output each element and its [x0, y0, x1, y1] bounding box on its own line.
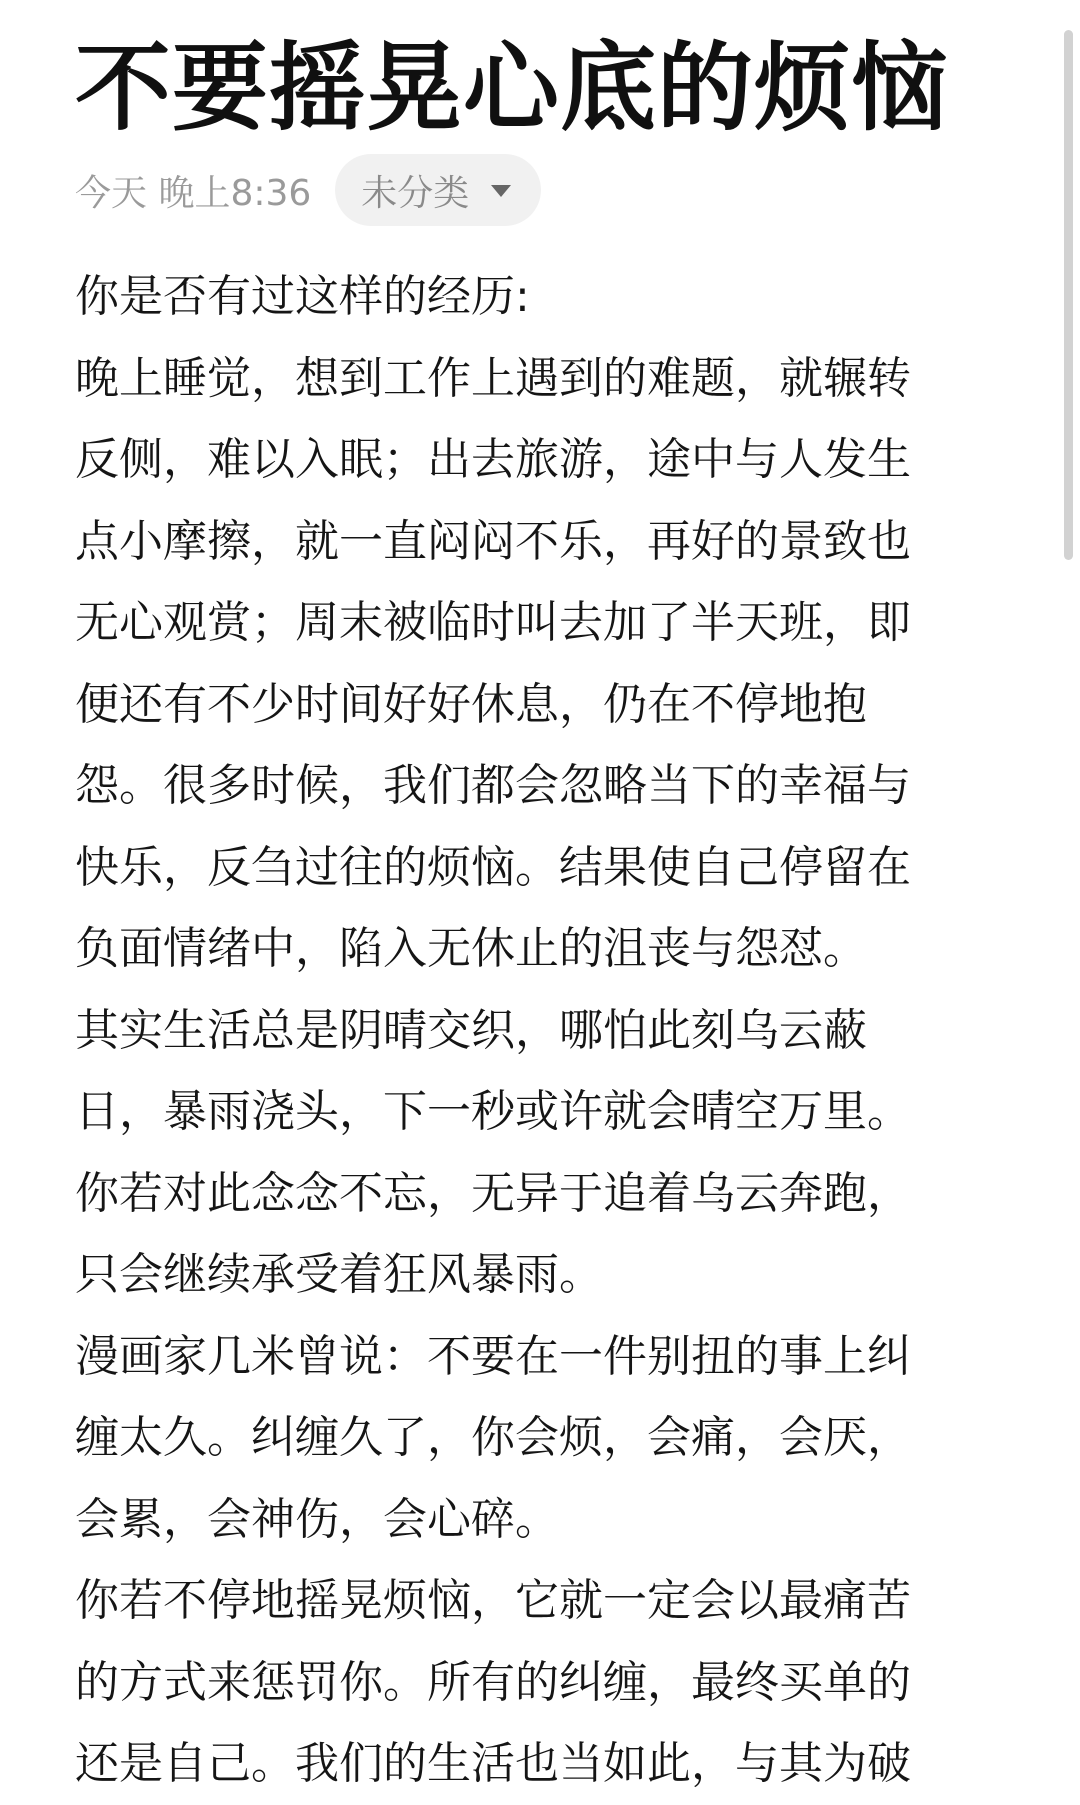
note-body-line: 反侧，难以入眠；出去旅游，途中与人发生	[75, 434, 911, 485]
note-body-line: 快乐，反刍过往的烦恼。结果使自己停留在	[75, 841, 911, 893]
category-label: 未分类	[361, 172, 470, 214]
note-body-line: 无心观赏；周末被临时叫去加了半天班，即	[75, 597, 911, 648]
note-body-line: 缠太久。纠缠久了，你会烦，会痛，会厌，	[75, 1412, 911, 1463]
chevron-down-icon	[491, 185, 511, 197]
note-body-line: 只会继续承受着狂风暴雨。	[75, 1249, 603, 1300]
scrollbar[interactable]	[1064, 30, 1073, 560]
note-meta	[75, 154, 541, 226]
note-body-line: 其实生活总是阴晴交织，哪怕此刻乌云蔽	[75, 1004, 867, 1056]
note-body-line: 便还有不少时间好好休息，仍在不停地抱	[75, 678, 867, 730]
note-body-line: 怨。很多时候，我们都会忽略当下的幸福与	[75, 760, 911, 811]
note-body-line: 负面情绪中，陷入无休止的沮丧与怨怼。	[75, 923, 867, 974]
note-timestamp: 今天 晚上8:36	[75, 172, 312, 214]
note-body-line: 还是自己。我们的生活也当如此，与其为破	[75, 1738, 911, 1789]
note-title[interactable]: 不要摇晃心底的烦恼	[75, 32, 948, 144]
note-body-line: 你若对此念念不忘，无异于追着乌云奔跑，	[75, 1167, 911, 1219]
note-body-line: 漫画家几米曾说：不要在一件别扭的事上纠	[75, 1330, 911, 1382]
note-body-line: 点小摩擦，就一直闷闷不乐，再好的景致也	[75, 515, 911, 567]
note-body[interactable]	[75, 256, 995, 1805]
category-dropdown[interactable]	[335, 154, 541, 226]
note-body-line: 你若不停地摇晃烦恼，它就一定会以最痛苦	[75, 1575, 911, 1626]
note-body-line: 你是否有过这样的经历:	[75, 271, 530, 322]
note-body-line: 晚上睡觉，想到工作上遇到的难题，就辗转	[75, 352, 911, 404]
note-body-line: 会累，会神伤，会心碎。	[75, 1493, 559, 1545]
note-body-line: 的方式来惩罚你。所有的纠缠，最终买单的	[75, 1656, 911, 1708]
note-body-line: 日，暴雨浇头，下一秒或许就会晴空万里。	[75, 1086, 911, 1137]
